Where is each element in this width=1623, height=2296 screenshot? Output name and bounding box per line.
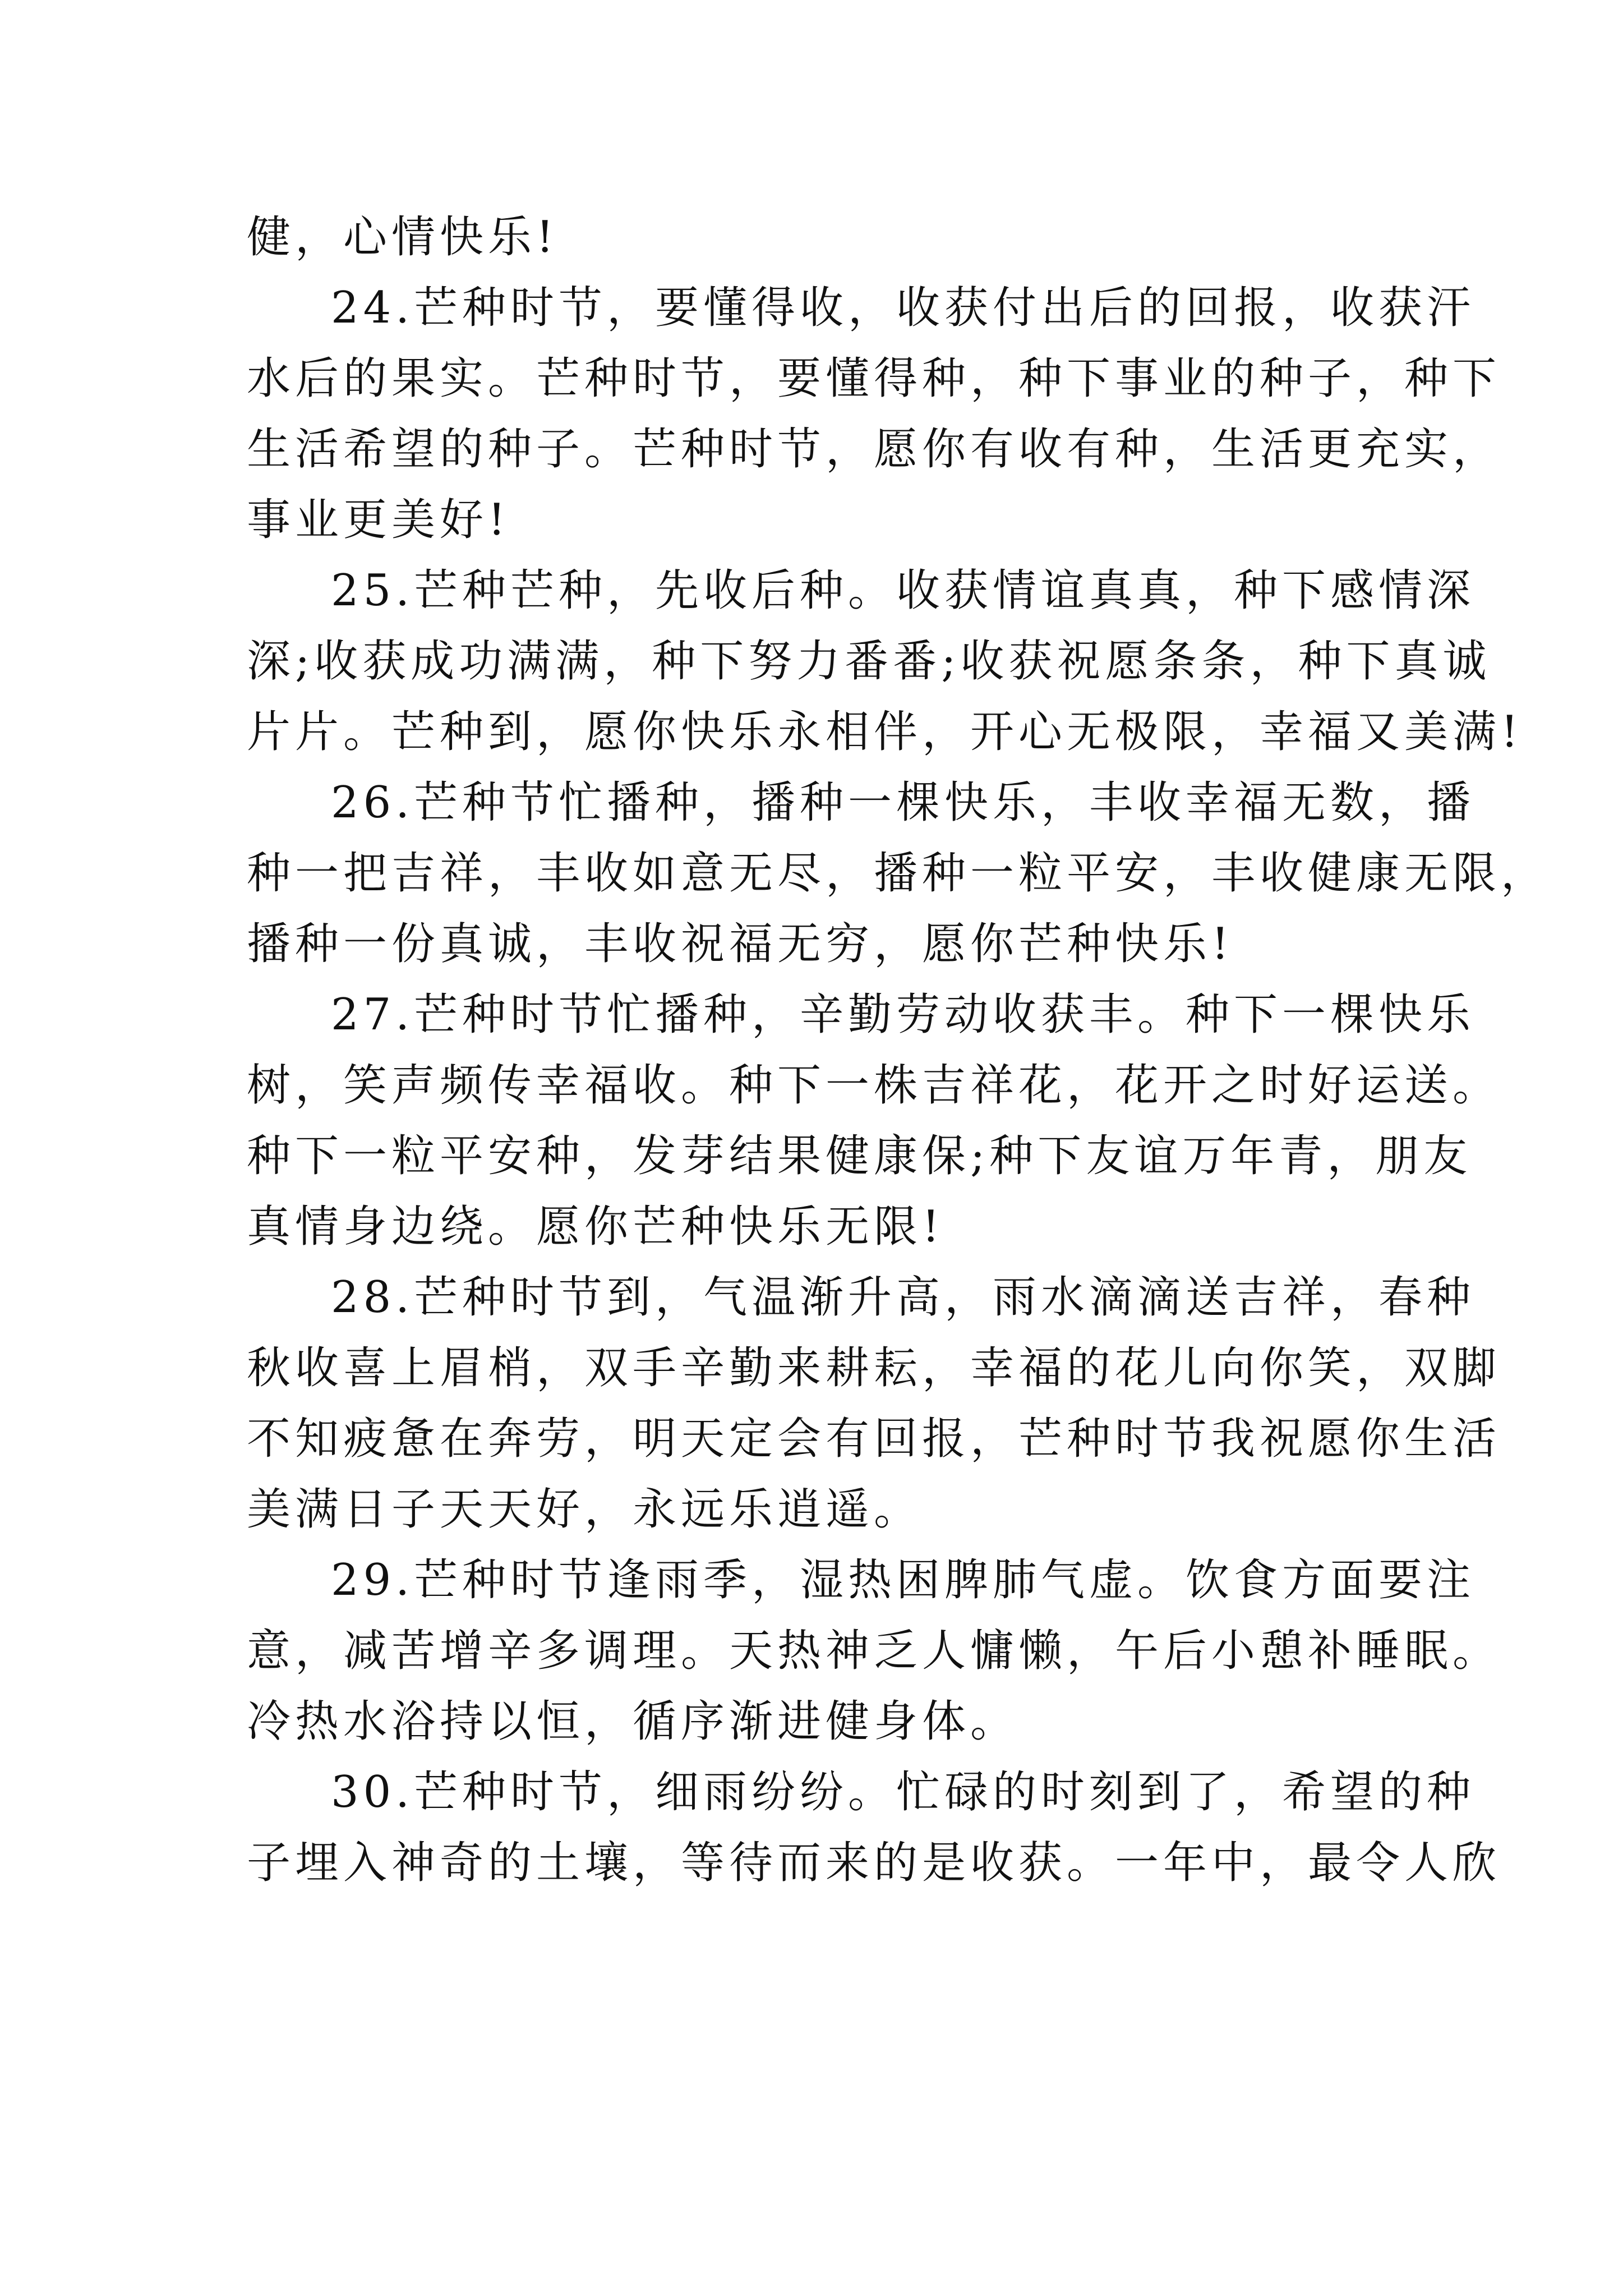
text-line: 播种一份真诚，丰收祝福无穷，愿你芒种快乐! [247, 919, 1234, 969]
text-line: 不知疲惫在奔劳，明天定会有回报，芒种时节我祝愿你生活 [247, 1414, 1501, 1464]
text-line: 冷热水浴持以恒，循序渐进健身体。 [247, 1696, 1019, 1747]
paragraph-first-line: 25.芒种芒种，先收后种。收获情谊真真，种下感情深 [331, 565, 1476, 616]
paragraph-first-line: 29.芒种时节逢雨季，湿热困脾肺气虚。饮食方面要注 [331, 1555, 1476, 1605]
text-line: 美满日子天天好，永远乐逍遥。 [247, 1484, 923, 1535]
text-line: 树，笑声频传幸福收。种下一株吉祥花，花开之时好运送。 [247, 1060, 1501, 1111]
text-line: 水后的果实。芒种时节，要懂得种，种下事业的种子，种下 [247, 353, 1501, 404]
text-line: 片片。芒种到，愿你快乐永相伴，开心无极限，幸福又美满! [247, 707, 1523, 757]
text-line: 子埋入神奇的土壤，等待而来的是收获。一年中，最令人欣 [247, 1838, 1501, 1888]
paragraph-first-line: 27.芒种时节忙播种，辛勤劳动收获丰。种下一棵快乐 [331, 990, 1476, 1040]
text-line: 事业更美好! [247, 495, 510, 545]
paragraph-first-line: 28.芒种时节到，气温渐升高，雨水滴滴送吉祥，春种 [331, 1272, 1476, 1323]
text-line: 种一把吉祥，丰收如意无尽，播种一粒平安，丰收健康无限， [247, 848, 1550, 899]
text-line: 秋收喜上眉梢，双手辛勤来耕耘，幸福的花儿向你笑，双脚 [247, 1343, 1501, 1393]
text-line: 深;收获成功满满，种下努力番番;收获祝愿条条，种下真诚 [247, 636, 1491, 687]
body-text [247, 202, 1550, 1898]
paragraph-first-line: 30.芒种时节，细雨纷纷。忙碌的时刻到了，希望的种 [331, 1767, 1476, 1818]
paragraph-first-line: 26.芒种节忙播种，播种一棵快乐，丰收幸福无数，播 [331, 777, 1476, 828]
paragraph-first-line: 24.芒种时节，要懂得收，收获付出后的回报，收获汗 [331, 283, 1476, 333]
text-line: 真情身边绕。愿你芒种快乐无限! [247, 1202, 944, 1252]
text-line: 健，心情快乐! [247, 212, 559, 263]
text-line: 意，减苦增辛多调理。天热神乏人慵懒，午后小憩补睡眠。 [247, 1626, 1501, 1676]
text-line: 生活希望的种子。芒种时节，愿你有收有种，生活更充实， [247, 424, 1501, 475]
text-line: 种下一粒平安种，发芽结果健康保;种下友谊万年青，朋友 [247, 1131, 1472, 1181]
